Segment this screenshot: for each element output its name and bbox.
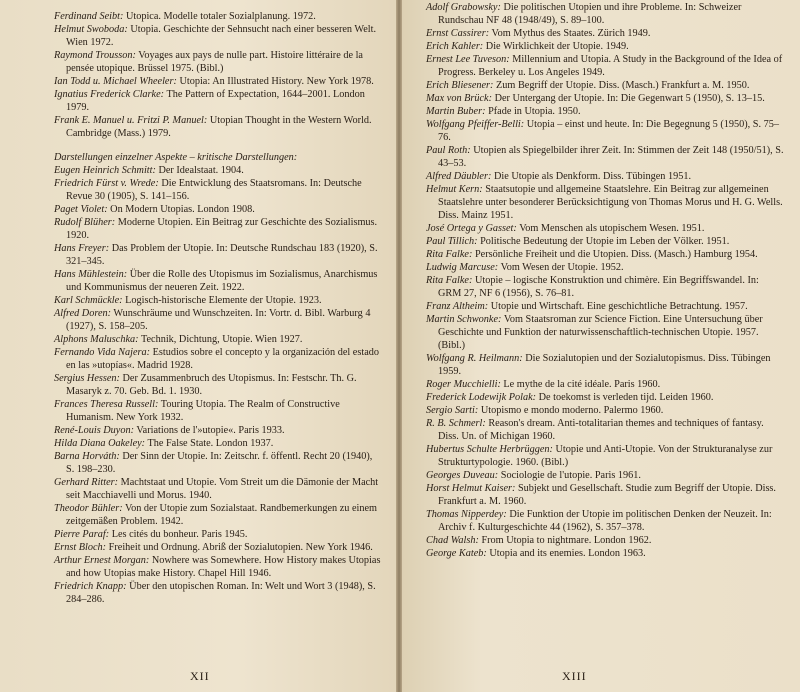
entry-author: Martin Buber: bbox=[426, 106, 486, 117]
bibliography-entry bbox=[54, 580, 382, 606]
bibliography-entry bbox=[426, 508, 784, 534]
entry-citation: Vom Menschen als utopischem Wesen. 1951. bbox=[516, 223, 705, 234]
entry-author: Rita Falke: bbox=[426, 249, 473, 260]
bibliography-entry bbox=[54, 75, 382, 88]
bibliography-entry bbox=[426, 391, 784, 404]
entry-author: Adolf Grabowsky: bbox=[426, 2, 501, 13]
entry-author: Ferdinand Seibt: bbox=[54, 11, 124, 22]
entry-citation: Der Zusammenbruch des Utopismus. In: Festschr. Th. G. Masaryk z. 70. Geb. Bd. 1. 1930. bbox=[66, 373, 357, 397]
bibliography-entry bbox=[54, 528, 382, 541]
bibliography-entry bbox=[54, 294, 382, 307]
bibliography-entry bbox=[54, 307, 382, 333]
bibliography-entry bbox=[54, 541, 382, 554]
bibliography-entry bbox=[426, 261, 784, 274]
bibliography-entry bbox=[54, 450, 382, 476]
entry-citation: Technik, Dichtung, Utopie. Wien 1927. bbox=[138, 334, 303, 345]
entry-author: Sergius Hessen: bbox=[54, 373, 120, 384]
entry-citation: Logisch-historische Elemente der Utopie. 1923. bbox=[122, 295, 322, 306]
entry-author: Gerhard Ritter: bbox=[54, 477, 119, 488]
entry-citation: Die Funktion der Utopie im politischen Denken der Neuzeit. In: Archiv f. Kulturgeschichte 44 (1962), S. 357–378. bbox=[438, 509, 772, 533]
entry-citation: Utopian Thought in the Western World. Cambridge (Mass.) 1979. bbox=[66, 115, 372, 139]
bibliography-entry bbox=[426, 300, 784, 313]
entry-citation: Zum Begriff der Utopie. Diss. (Masch.) Frankfurt a. M. 1950. bbox=[493, 80, 750, 91]
entry-author: Wolfgang Pfeiffer-Belli: bbox=[426, 119, 525, 130]
entry-author: Friedrich Knapp: bbox=[54, 581, 127, 592]
entry-citation: Die Utopie als Denkform. Diss. Tübingen 1951. bbox=[491, 171, 692, 182]
entry-citation: Machtstaat und Utopie. Vom Streit um die Dämonie der Macht seit Macchiavelli und Morus. 1940. bbox=[66, 477, 379, 501]
bibliography-entry bbox=[426, 482, 784, 508]
entry-citation: On Modern Utopias. London 1908. bbox=[107, 204, 255, 215]
entry-author: Erich Kahler: bbox=[426, 41, 484, 52]
bibliography-entry bbox=[426, 248, 784, 261]
entry-author: Karl Schmückle: bbox=[54, 295, 123, 306]
entry-citation: Vom Staatsroman zur Science Fiction. Eine Untersuchung über Geschichte und Funktion der naturwissenschaftlich-technischen Utopie. 1957. (Bibl.) bbox=[438, 314, 763, 351]
entry-author: Max von Brück: bbox=[426, 93, 493, 104]
entry-citation: Über die Rolle des Utopismus im Sozialismus, Anarchismus und Kommunismus der neueren Zeit. 1922. bbox=[66, 269, 378, 293]
left-page bbox=[0, 0, 396, 692]
bibliography-entry bbox=[426, 53, 784, 79]
bibliography-entry bbox=[54, 398, 382, 424]
entry-citation: Nowhere was Somewhere. How History makes Utopias and how Utopias make History. Chapel Hill 1946. bbox=[66, 555, 381, 579]
bibliography-entry bbox=[426, 547, 784, 560]
entry-citation: Utopica. Modelle totaler Sozialplanung. 1972. bbox=[123, 11, 316, 22]
entry-author: René-Louis Duyon: bbox=[54, 425, 134, 436]
entry-citation: From Utopia to nightmare. London 1962. bbox=[478, 535, 652, 546]
entry-citation: Utopie und Wirtschaft. Eine geschichtliche Betrachtung. 1957. bbox=[488, 301, 748, 312]
bibliography-entry bbox=[54, 437, 382, 450]
entry-author: Paget Violet: bbox=[54, 204, 108, 215]
right-bibliography bbox=[426, 1, 784, 560]
bibliography-entry bbox=[426, 378, 784, 391]
bibliography-entry bbox=[426, 469, 784, 482]
bibliography-entry bbox=[426, 417, 784, 443]
entry-author: R. B. Schmerl: bbox=[426, 418, 486, 429]
entry-author: Hubertus Schulte Herbrüggen: bbox=[426, 444, 553, 455]
entry-author: George Kateb: bbox=[426, 548, 487, 559]
entry-citation: Staatsutopie und allgemeine Staatslehre. Ein Beitrag zur allgemeinen Staatslehre unter besonderer Berücksichtigung von Thomas Morus und H. G. Wells. Diss. Mainz 1951. bbox=[438, 184, 783, 221]
entry-author: Georges Duveau: bbox=[426, 470, 499, 481]
entry-author: Theodor Bühler: bbox=[54, 503, 123, 514]
entry-author: Helmut Swoboda: bbox=[54, 24, 128, 35]
entry-citation: Utopie und Anti-Utopie. Von der Strukturanalyse zur Strukturtypologie. 1960. (Bibl.) bbox=[438, 444, 773, 468]
entry-citation: Freiheit und Ordnung. Abriß der Sozialutopien. New York 1946. bbox=[106, 542, 373, 553]
bibliography-entry bbox=[54, 372, 382, 398]
entry-author: Wolfgang R. Heilmann: bbox=[426, 353, 523, 364]
section-heading: Darstellungen einzelner Aspekte – kritische Darstellungen: bbox=[54, 152, 298, 163]
entry-citation: Utopia. Geschichte der Sehnsucht nach einer besseren Welt. Wien 1972. bbox=[66, 24, 377, 48]
entry-citation: Pfade in Utopia. 1950. bbox=[485, 106, 581, 117]
bibliography-entry bbox=[426, 170, 784, 183]
entry-citation: Vom Wesen der Utopie. 1952. bbox=[498, 262, 624, 273]
bibliography-entry bbox=[426, 235, 784, 248]
bibliography-entry bbox=[54, 268, 382, 294]
bibliography-entry bbox=[54, 554, 382, 580]
entry-author: Alfred Däubler: bbox=[426, 171, 492, 182]
bibliography-entry bbox=[426, 222, 784, 235]
right-page bbox=[402, 0, 800, 692]
entry-citation: Über den utopischen Roman. In: Welt und Wort 3 (1948), S. 284–286. bbox=[66, 581, 376, 605]
bibliography-entry bbox=[54, 203, 382, 216]
entry-author: Franz Altheim: bbox=[426, 301, 489, 312]
entry-author: Paul Roth: bbox=[426, 145, 471, 156]
entry-citation: Subjekt und Gesellschaft. Studie zum Begriff der Utopie. Diss. Frankfurt a. M. 1960. bbox=[438, 483, 776, 507]
entry-author: Hilda Diana Oakeley: bbox=[54, 438, 146, 449]
bibliography-entry bbox=[54, 114, 382, 140]
entry-author: Roger Mucchielli: bbox=[426, 379, 501, 390]
entry-citation: Von der Utopie zum Sozialstaat. Randbemerkungen zu einem zeitgemäßen Problem. 1942. bbox=[66, 503, 378, 527]
bibliography-entry bbox=[54, 346, 382, 372]
entry-author: Rudolf Blüher: bbox=[54, 217, 116, 228]
bibliography-entry bbox=[426, 352, 784, 378]
bibliography-entry bbox=[54, 242, 382, 268]
bibliography-entry bbox=[426, 1, 784, 27]
entry-author: Ludwig Marcuse: bbox=[426, 262, 499, 273]
entry-citation: Millennium and Utopia. A Study in the Background of the Idea of Progress. Berkeley u. Los Angeles 1949. bbox=[438, 54, 783, 78]
entry-author: Arthur Ernest Morgan: bbox=[54, 555, 150, 566]
bibliography-entry bbox=[54, 164, 382, 177]
entry-author: Ernst Cassirer: bbox=[426, 28, 490, 39]
entry-author: Hans Freyer: bbox=[54, 243, 110, 254]
entry-author: Barna Horváth: bbox=[54, 451, 120, 462]
entry-author: Ernest Lee Tuveson: bbox=[426, 54, 510, 65]
bibliography-entry bbox=[426, 534, 784, 547]
entry-citation: Sociologie de l'utopie. Paris 1961. bbox=[498, 470, 641, 481]
bibliography-entry bbox=[54, 177, 382, 203]
entry-author: Rita Falke: bbox=[426, 275, 473, 286]
bibliography-entry bbox=[54, 424, 382, 437]
entry-author: Frederick Lodewijk Polak: bbox=[426, 392, 537, 403]
entry-author: Fernando Vida Najera: bbox=[54, 347, 151, 358]
entry-author: Martin Schwonke: bbox=[426, 314, 502, 325]
bibliography-entry bbox=[426, 40, 784, 53]
entry-citation: Utopismo e mondo moderno. Palermo 1960. bbox=[478, 405, 664, 416]
entry-citation: Persönliche Freiheit und die Utopien. Diss. (Masch.) Hamburg 1954. bbox=[472, 249, 758, 260]
bibliography-entry bbox=[54, 333, 382, 346]
bibliography-entry bbox=[54, 502, 382, 528]
bibliography-entry bbox=[426, 27, 784, 40]
entry-citation: Wunschräume und Wunschzeiten. In: Vortr. d. Bibl. Warburg 4 (1927), S. 158–205. bbox=[66, 308, 371, 332]
bibliography-entry bbox=[426, 443, 784, 469]
entry-citation: Les cités du bonheur. Paris 1945. bbox=[109, 529, 248, 540]
bibliography-entry bbox=[426, 79, 784, 92]
bibliography-entry bbox=[426, 92, 784, 105]
entry-citation: De toekomst is verleden tijd. Leiden 1960. bbox=[536, 392, 714, 403]
bibliography-entry bbox=[426, 183, 784, 222]
left-entries-aspects bbox=[54, 164, 382, 606]
entry-citation: Estudios sobre el concepto y la organización del estado en las »utopías«. Madrid 1928. bbox=[66, 347, 379, 371]
entry-author: Eugen Heinrich Schmitt: bbox=[54, 165, 156, 176]
bibliography-entry bbox=[426, 118, 784, 144]
entry-citation: Utopie – logische Konstruktion und chimère. Ein Begriffswandel. In: GRM 27, NF 6 (1956), S. 76–81. bbox=[438, 275, 759, 299]
entry-citation: Utopien als Spiegelbilder ihrer Zeit. In: Stimmen der Zeit 148 (1950/51), S. 43–53. bbox=[438, 145, 784, 169]
entry-author: Alphons Maluschka: bbox=[54, 334, 139, 345]
entry-citation: Vom Mythus des Staates. Zürich 1949. bbox=[489, 28, 651, 39]
bibliography-entry bbox=[54, 88, 382, 114]
entry-citation: Die politischen Utopien und ihre Probleme. In: Schweizer Rundschau NF 48 (1948/49), S. 89–100. bbox=[438, 2, 742, 26]
entry-author: Friedrich Fürst v. Wrede: bbox=[54, 178, 159, 189]
entry-author: Alfred Doren: bbox=[54, 308, 112, 319]
entry-author: Erich Bliesener: bbox=[426, 80, 494, 91]
entry-author: Pierre Paraf: bbox=[54, 529, 110, 540]
entry-citation: Utopia and its enemies. London 1963. bbox=[486, 548, 646, 559]
entry-citation: Touring Utopia. The Realm of Constructive Humanism. New York 1932. bbox=[66, 399, 340, 423]
bibliography-entry bbox=[426, 105, 784, 118]
entry-author: Thomas Nipperdey: bbox=[426, 509, 507, 520]
bibliography-entry bbox=[426, 313, 784, 352]
entry-author: Ignatius Frederick Clarke: bbox=[54, 89, 165, 100]
entry-citation: Variations de l'»utopie«. Paris 1933. bbox=[134, 425, 285, 436]
entry-citation: Reason's dream. Anti-totalitarian themes and techniques of fantasy. Diss. Un. of Michigan 1960. bbox=[438, 418, 764, 442]
left-entries-general bbox=[54, 10, 382, 140]
bibliography-entry bbox=[54, 23, 382, 49]
entry-author: Helmut Kern: bbox=[426, 184, 483, 195]
entry-author: Paul Tillich: bbox=[426, 236, 478, 247]
entry-author: Chad Walsh: bbox=[426, 535, 479, 546]
entry-author: Frances Theresa Russell: bbox=[54, 399, 159, 410]
entry-author: Sergio Sarti: bbox=[426, 405, 479, 416]
entry-citation: Voyages aux pays de nulle part. Histoire littéraire de la pensée utopique. Brüssel 1975. (Bibl.) bbox=[66, 50, 363, 74]
bibliography-entry bbox=[426, 144, 784, 170]
entry-citation: Der Sinn der Utopie. In: Zeitschr. f. öffentl. Recht 20 (1940), S. 198–230. bbox=[66, 451, 373, 475]
bibliography-entry bbox=[54, 49, 382, 75]
page-number-right: XIII bbox=[562, 669, 587, 683]
entry-author: Horst Helmut Kaiser: bbox=[426, 483, 516, 494]
entry-citation: Moderne Utopien. Ein Beitrag zur Geschichte des Sozialismus. 1920. bbox=[66, 217, 378, 241]
entry-citation: Die Wirklichkeit der Utopie. 1949. bbox=[483, 41, 629, 52]
entry-citation: Der Untergang der Utopie. In: Die Gegenwart 5 (1950), S. 13–15. bbox=[492, 93, 765, 104]
page-number-left: XII bbox=[190, 669, 210, 683]
left-bibliography bbox=[54, 10, 382, 606]
entry-author: Frank E. Manuel u. Fritzi P. Manuel: bbox=[54, 115, 208, 126]
bibliography-entry bbox=[54, 216, 382, 242]
entry-citation: Utopia – einst und heute. In: Die Begegnung 5 (1950), S. 75–76. bbox=[438, 119, 779, 143]
entry-author: Raymond Trousson: bbox=[54, 50, 136, 61]
entry-citation: Die Sozialutopien und der Sozialutopismus. Diss. Tübingen 1959. bbox=[438, 353, 771, 377]
entry-author: Ian Todd u. Michael Wheeler: bbox=[54, 76, 177, 87]
entry-citation: Politische Bedeutung der Utopie im Leben der Völker. 1951. bbox=[477, 236, 730, 247]
entry-citation: Le mythe de la cité idéale. Paris 1960. bbox=[500, 379, 661, 390]
bibliography-entry bbox=[426, 404, 784, 417]
bibliography-entry bbox=[54, 476, 382, 502]
entry-author: Hans Mühlestein: bbox=[54, 269, 128, 280]
entry-citation: Das Problem der Utopie. In: Deutsche Rundschau 183 (1920), S. 321–345. bbox=[66, 243, 378, 267]
entry-citation: The Pattern of Expectation, 1644–2001. London 1979. bbox=[66, 89, 365, 113]
entry-citation: The False State. London 1937. bbox=[145, 438, 274, 449]
entry-author: Ernst Bloch: bbox=[54, 542, 107, 553]
entry-citation: Utopia: An Illustrated History. New York 1978. bbox=[176, 76, 374, 87]
bibliography-entry bbox=[426, 274, 784, 300]
entry-citation: Die Entwicklung des Staatsromans. In: Deutsche Revue 30 (1905), S. 141–156. bbox=[66, 178, 362, 202]
bibliography-entry bbox=[54, 10, 382, 23]
entry-citation: Der Idealstaat. 1904. bbox=[155, 165, 244, 176]
entry-author: José Ortega y Gasset: bbox=[426, 223, 517, 234]
